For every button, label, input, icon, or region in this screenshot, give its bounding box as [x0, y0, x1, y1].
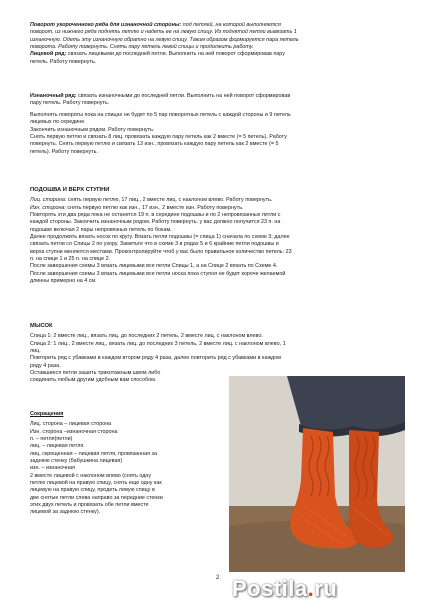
toe-line: Повторить ряд с убавками в каждом втором ряду 4 раза, далее повторить ряд с убавками в каждом	[30, 355, 281, 362]
purl-row-text: пару петель. Работу повернуть.	[30, 100, 110, 107]
abbrev-line: петлю лицевой на правую спицу, снять еще одну как	[30, 480, 162, 487]
intro-heading: Поворот укороченного ряда для изнаночной стороны:	[30, 22, 182, 28]
page-number: 2	[216, 575, 220, 581]
abbrev-line: этих двух петель и провязать обе петли вместе	[30, 502, 149, 509]
abbrev-line: изн. – изнаночная	[30, 465, 75, 472]
abbrev-line: Изн. сторона –изнаночная сторона	[30, 428, 118, 435]
turns-line: Выполнять повороты пока на спицах не будет по 5 пар поворотных петель с каждой стороны и 9 петель	[30, 112, 291, 118]
turns-line: петель). Работу повернуть.	[30, 148, 98, 155]
sole-line: подошве включая 2 пары непровязных петель по бокам.	[30, 226, 172, 233]
purl-row-line	[30, 93, 414, 100]
abbrev-line: 2 вместе лицевой с наклоном влево (снять одну	[30, 472, 152, 479]
sole-face-text: снять первую петлю, 17 лиц., 2 вместе лиц. с наклоном влево. Работу повернуть.	[66, 197, 273, 204]
sole-face-line	[30, 197, 414, 204]
toe-line: ряду 4 раза.	[30, 362, 61, 369]
turns-line: лицевых по середине.	[30, 119, 86, 126]
sole-purl-text: снять первую петлю как изн., 17 изн., 2 вместе изн. Работу повернуть.	[65, 204, 244, 211]
sole-title: ПОДОШВА И ВЕРХ СТУПНИ	[30, 187, 110, 193]
socks-photo	[229, 376, 405, 572]
intro-heading-rest: под петлей, на которой выполняется	[181, 22, 281, 28]
abbrev-line: лицевую на правую спицу, продеть левую спицу в	[30, 487, 155, 494]
sole-line: верха ступни меняются местами. Проконтролируйте чтоб у вас было правильное количество петель: 23	[30, 248, 292, 255]
sole-face-label: Лиц. сторона:	[30, 197, 67, 204]
sole-purl-line	[30, 205, 414, 212]
abbrev-line: лиц. – лицевая петля.	[30, 443, 85, 450]
intro-line: поворот, из нижнего ряда поднять петлю и надеть ее на левую спицу. Из поднятой петли вывязать 1	[30, 29, 297, 36]
turns-section	[30, 112, 414, 156]
face-row-label: Лицевой ряд:	[30, 51, 67, 58]
jeans	[287, 376, 405, 431]
toe-line: соединить любым другим удобным вам способом.	[30, 377, 157, 384]
sole-line: п. на спице 1 и 25 п. на спице 2.	[30, 256, 111, 263]
abbrev-title: Сокращения	[30, 411, 64, 417]
sole-purl-label: Изн. сторона:	[30, 204, 66, 211]
abbrev-line: п. – петля(петли)	[30, 436, 73, 443]
abbrev-line: две снятые петли слева направо за передние стенки	[30, 494, 163, 501]
socks-illustration	[229, 376, 405, 572]
turns-line: Закончить изнаночным рядом. Работу повернуть.	[30, 126, 155, 133]
watermark-logo	[232, 576, 337, 602]
sole-line: связать петли со Спицы 2 по узору. Заметьте что в схеме 3 в рядах 5 и 6 крайние петли подошвы и	[30, 241, 279, 248]
purl-row-section	[30, 93, 414, 108]
sole-line: каждой стороны. Закончить изнаночным рядом. Работу повернуть. у вас должно получится 23 п. на	[30, 219, 281, 226]
turns-line: повернуть. Снять первую петлю и связать 13 изн., провязать каждую пару петель как 2 вместе (= 5	[30, 141, 279, 148]
face-row-line	[30, 51, 414, 58]
watermark-left: Postila	[232, 576, 308, 601]
face-row-text: связать лицевыми до последней петли. Выполнить на ней поворот сформировав пару	[66, 51, 285, 58]
intro-section	[30, 22, 414, 66]
sole-line: Далее продолжить вязать носок по кругу. Вязать петли подошвы (= спица 1) сначала по схеме 3; далее	[30, 234, 290, 241]
sole-line: длинны примерно на 4 см.	[30, 278, 97, 285]
intro-line: изнаночную. Одеть эту изнаночную обратно на левую спицу. Таким образом формируется пара петель	[30, 36, 299, 43]
toe-title: МЫСОК	[30, 323, 53, 329]
abbrev-line: лиц. скрещенная – лицевая петля, провязанная за	[30, 450, 158, 457]
watermark-right: ru	[314, 576, 338, 601]
purl-row-text: связать изнаночными до последней петли. Выполнить на ней поворот сформировав	[76, 93, 291, 99]
sole-line: Повторять эти два ряда пока не останется 19 п. в середине подошвы и по 2 непровязанных петли с	[30, 212, 281, 219]
toe-line: Спица 1: 2 вместе лиц., вязать лиц. до последних 2 петель, 2 вместе лиц. с наклоном влево.	[30, 333, 263, 340]
sole-section	[30, 187, 414, 285]
purl-row-label: Изнаночный ряд:	[30, 93, 77, 99]
watermark-dot: .	[307, 576, 315, 601]
sole-line: После завершения схемы 3 вязать лицевыми все петли Спицы 1, а на Спице 2 вязать по Схеме 4.	[30, 263, 278, 270]
toe-line: Спица 2: 1 лиц., 2 вместе лиц., вязать лиц. до последних 3 петель, 2 вместе лиц. с наклоном влево, 1	[30, 340, 286, 347]
sole-line: После завершения схемы 3 вязать лицевыми все петли носка пока ступня не будет короче желаемой	[30, 270, 286, 277]
abbrev-line: заднюю стенку (бабушкина лицевая)	[30, 458, 123, 465]
abbrev-section	[30, 411, 235, 517]
face-row-text: петель. Работу повернуть.	[30, 58, 97, 65]
intro-line: поворота. Работу повернуть. Снять пару петель левой спицы и продолжить работу.	[30, 44, 254, 51]
toe-line: Оставшиеся петли зашить трикотажным швом либо	[30, 370, 161, 377]
turns-line: Снять первую петлю и связать 8 лиц. провязать каждую пару петель как 2 вместе (= 5 петель). Работу	[30, 134, 287, 141]
abbrev-line: Лиц. сторона – лицевая сторона	[30, 421, 112, 428]
abbrev-line: лицевой за заднюю стенку).	[30, 509, 101, 516]
toe-line: лиц.	[30, 348, 41, 355]
